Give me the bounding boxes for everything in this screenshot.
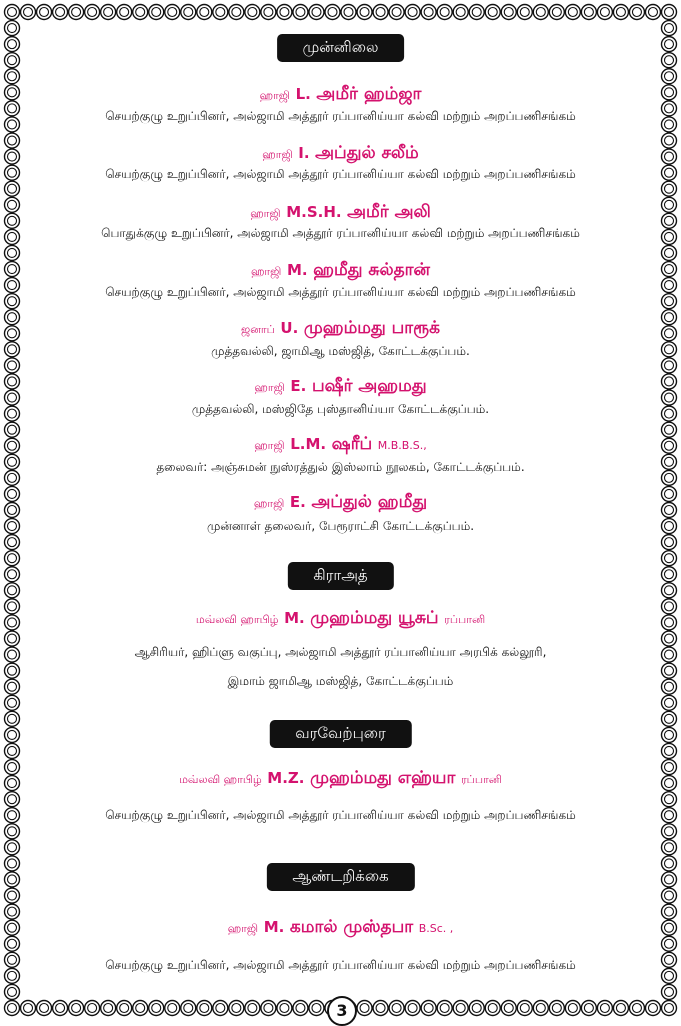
border-ring bbox=[662, 840, 677, 855]
border-ring bbox=[5, 824, 20, 839]
border-ring bbox=[662, 294, 677, 309]
program-content bbox=[34, 0, 647, 1024]
border-ring bbox=[5, 888, 20, 903]
border-ring bbox=[662, 1001, 677, 1016]
border-ring bbox=[5, 486, 20, 501]
border-ring bbox=[5, 21, 20, 36]
title-suffix: ரப்பானி bbox=[444, 613, 486, 626]
border-ring bbox=[5, 936, 20, 951]
border-ring bbox=[662, 358, 677, 373]
initials: L.M. bbox=[290, 435, 327, 453]
border-ring bbox=[662, 454, 677, 469]
qualification-suffix: M.B.B.S., bbox=[377, 439, 427, 452]
border-ring bbox=[662, 968, 677, 983]
border-ring bbox=[5, 69, 20, 84]
border-ring bbox=[662, 535, 677, 550]
border-ring bbox=[662, 278, 677, 293]
border-ring bbox=[5, 165, 20, 180]
border-ring bbox=[662, 149, 677, 164]
honorific: ஜனாப் bbox=[241, 323, 275, 336]
initials: M. bbox=[263, 918, 285, 936]
border-ring bbox=[662, 679, 677, 694]
border-ring bbox=[5, 968, 20, 983]
border-ring bbox=[662, 920, 677, 935]
border-ring bbox=[662, 824, 677, 839]
section-header-kiraath: கிராஅத் bbox=[287, 562, 393, 590]
border-ring bbox=[662, 551, 677, 566]
name-text: முஹம்மது எஹ்யா bbox=[310, 768, 456, 788]
initials: U. bbox=[280, 319, 299, 337]
border-ring bbox=[662, 743, 677, 758]
person-name bbox=[34, 202, 647, 224]
border-ring bbox=[662, 422, 677, 437]
person-description: பொதுக்குழு உறுப்பினர், அல்ஜாமி அத்தூர் ரப்பானிய்யா கல்வி மற்றும் அறப்பணிசங்கம் bbox=[101, 226, 580, 240]
border-ring bbox=[662, 262, 677, 277]
section-header-munnilai: முன்னிலை bbox=[277, 34, 405, 62]
title-suffix: ரப்பானி bbox=[460, 773, 502, 786]
border-ring bbox=[662, 984, 677, 999]
border-ring bbox=[662, 776, 677, 791]
person-description: செயற்குழு உறுப்பினர், அல்ஜாமி அத்தூர் ரப்பானிய்யா கல்வி மற்றும் அறப்பணிசங்கம் bbox=[105, 285, 576, 299]
border-ring bbox=[5, 422, 20, 437]
border-ring bbox=[662, 695, 677, 710]
honorific: ஹாஜி bbox=[250, 207, 281, 220]
name-text: முஹம்மது பாரூக் bbox=[303, 318, 440, 338]
person-description: செயற்குழு உறுப்பினர், அல்ஜாமி அத்தூர் ரப்பானிய்யா கல்வி மற்றும் அறப்பணிசங்கம் bbox=[105, 109, 576, 123]
border-ring bbox=[5, 470, 20, 485]
border-ring bbox=[5, 647, 20, 662]
name-text: அப்துல் ஹமீது bbox=[311, 492, 428, 512]
border-ring bbox=[5, 53, 20, 68]
border-ring bbox=[5, 567, 20, 582]
border-ring bbox=[662, 856, 677, 871]
border-ring bbox=[662, 647, 677, 662]
initials: I. bbox=[298, 144, 310, 162]
border-ring bbox=[662, 599, 677, 614]
border-ring bbox=[662, 69, 677, 84]
border-ring bbox=[662, 5, 677, 20]
page-number: 3 bbox=[327, 996, 357, 1026]
name-text: அப்துல் சலீம் bbox=[315, 143, 419, 163]
border-ring bbox=[662, 711, 677, 726]
name-text: பஷீர் அஹமது bbox=[311, 376, 427, 396]
border-ring bbox=[5, 856, 20, 871]
border-ring bbox=[662, 760, 677, 775]
border-ring bbox=[5, 374, 20, 389]
person-description: செயற்குழு உறுப்பினர், அல்ஜாமி அத்தூர் ரப்பானிய்யா கல்வி மற்றும் அறப்பணிசங்கம் bbox=[105, 958, 576, 972]
border-ring bbox=[662, 470, 677, 485]
honorific: ஹாஜி bbox=[254, 381, 285, 394]
border-ring bbox=[5, 342, 20, 357]
border-ring bbox=[662, 85, 677, 100]
initials: M. bbox=[284, 609, 305, 627]
border-ring bbox=[5, 840, 20, 855]
person-description: ஆசிரியர், ஹிப்ளு வகுப்பு, அல்ஜாமி அத்தூர் ரப்பானிய்யா அரபிக் கல்லூரி, bbox=[134, 645, 547, 659]
border-ring bbox=[5, 117, 20, 132]
border-ring bbox=[5, 920, 20, 935]
border-ring bbox=[5, 85, 20, 100]
border-ring bbox=[5, 872, 20, 887]
person-name bbox=[34, 434, 647, 456]
border-ring bbox=[5, 101, 20, 116]
honorific: ஹாஜி bbox=[227, 922, 259, 935]
border-ring bbox=[5, 615, 20, 630]
border-ring bbox=[5, 727, 20, 742]
honorific: ஹாஜி bbox=[259, 89, 290, 102]
person-name bbox=[34, 318, 647, 340]
border-ring bbox=[662, 952, 677, 967]
border-ring bbox=[662, 486, 677, 501]
border-ring bbox=[662, 503, 677, 518]
border-ring bbox=[662, 342, 677, 357]
name-text: ஷரீப் bbox=[331, 434, 373, 454]
border-ring bbox=[5, 438, 20, 453]
border-ring bbox=[5, 952, 20, 967]
border-ring bbox=[662, 438, 677, 453]
person-description: முத்தவல்லி, ஜாமிஆ மஸ்ஜித், கோட்டக்குப்பம். bbox=[211, 344, 470, 358]
initials: E. bbox=[289, 493, 306, 511]
border-ring bbox=[5, 583, 20, 598]
name-text: கமால் முஸ்தபா bbox=[289, 917, 414, 937]
border-ring bbox=[662, 904, 677, 919]
border-ring bbox=[662, 631, 677, 646]
initials: M.Z. bbox=[267, 769, 305, 787]
border-ring bbox=[5, 984, 20, 999]
honorific: மவ்லவி ஹாபிழ் bbox=[195, 613, 279, 626]
border-ring bbox=[662, 133, 677, 148]
border-ring bbox=[662, 165, 677, 180]
border-ring bbox=[5, 792, 20, 807]
border-ring bbox=[5, 197, 20, 212]
border-ring bbox=[662, 406, 677, 421]
border-ring bbox=[5, 406, 20, 421]
border-ring bbox=[662, 888, 677, 903]
border-ring bbox=[5, 663, 20, 678]
person-name bbox=[34, 492, 647, 514]
border-ring bbox=[5, 278, 20, 293]
border-ring bbox=[5, 551, 20, 566]
honorific: ஹாஜி bbox=[254, 439, 285, 452]
border-ring bbox=[5, 760, 20, 775]
initials: M.S.H. bbox=[286, 203, 342, 221]
person-description: செயற்குழு உறுப்பினர், அல்ஜாமி அத்தூர் ரப்பானிய்யா கல்வி மற்றும் அறப்பணிசங்கம் bbox=[105, 167, 576, 181]
honorific: மவ்லவி ஹாபிழ் bbox=[179, 773, 262, 786]
honorific: ஹாஜி bbox=[253, 497, 285, 510]
border-ring bbox=[5, 808, 20, 823]
border-ring bbox=[5, 229, 20, 244]
border-ring bbox=[645, 5, 660, 20]
border-ring bbox=[5, 904, 20, 919]
person-description: தலைவர்: அஞ்சுமன் நுஸ்ரத்துல் இஸ்லாம் நூலகம், கோட்டக்குப்பம். bbox=[156, 460, 525, 474]
honorific: ஹாஜி bbox=[250, 265, 282, 278]
border-ring bbox=[5, 743, 20, 758]
border-ring bbox=[662, 37, 677, 52]
border-ring bbox=[5, 294, 20, 309]
section-header-varaverpurai: வரவேற்புரை bbox=[269, 720, 411, 748]
border-ring bbox=[662, 792, 677, 807]
border-ring bbox=[5, 519, 20, 534]
person-description: செயற்குழு உறுப்பினர், அல்ஜாமி அத்தூர் ரப்பானிய்யா கல்வி மற்றும் அறப்பணிசங்கம் bbox=[105, 808, 576, 822]
border-ring bbox=[662, 872, 677, 887]
border-ring bbox=[5, 776, 20, 791]
border-ring bbox=[662, 326, 677, 341]
name-text: முஹம்மது யூசுப் bbox=[310, 608, 439, 628]
border-ring bbox=[662, 181, 677, 196]
border-ring bbox=[5, 535, 20, 550]
border-ring bbox=[662, 21, 677, 36]
border-ring bbox=[5, 213, 20, 228]
border-ring bbox=[5, 310, 20, 325]
border-ring bbox=[5, 503, 20, 518]
border-ring bbox=[5, 262, 20, 277]
border-ring bbox=[5, 133, 20, 148]
border-ring bbox=[5, 454, 20, 469]
border-ring bbox=[5, 358, 20, 373]
border-ring bbox=[662, 390, 677, 405]
initials: M. bbox=[286, 261, 308, 279]
person-name bbox=[34, 608, 647, 630]
border-ring bbox=[662, 245, 677, 260]
border-ring bbox=[5, 149, 20, 164]
border-ring bbox=[662, 213, 677, 228]
person-name bbox=[34, 768, 647, 790]
name-text: அமீர் அலி bbox=[347, 202, 431, 222]
person-name bbox=[34, 917, 647, 939]
border-ring bbox=[5, 599, 20, 614]
border-ring bbox=[662, 583, 677, 598]
person-description: முத்தவல்லி, மஸ்ஜிதே புஸ்தானிய்யா கோட்டக்குப்பம். bbox=[191, 402, 490, 416]
qualification-suffix: B.Sc. , bbox=[418, 922, 454, 935]
border-ring bbox=[662, 808, 677, 823]
name-text: ஹமீது சுல்தான் bbox=[313, 260, 431, 280]
border-ring bbox=[645, 1001, 660, 1016]
person-name bbox=[34, 84, 647, 106]
border-ring bbox=[662, 229, 677, 244]
border-ring bbox=[662, 519, 677, 534]
border-ring bbox=[662, 567, 677, 582]
border-ring bbox=[5, 5, 20, 20]
initials: E. bbox=[290, 377, 307, 395]
border-ring bbox=[5, 245, 20, 260]
border-ring bbox=[662, 615, 677, 630]
border-ring bbox=[662, 727, 677, 742]
border-ring bbox=[662, 936, 677, 951]
border-ring bbox=[662, 117, 677, 132]
border-ring bbox=[662, 663, 677, 678]
border-ring bbox=[5, 37, 20, 52]
border-ring bbox=[5, 181, 20, 196]
border-ring bbox=[662, 197, 677, 212]
person-name bbox=[34, 376, 647, 398]
border-ring bbox=[662, 310, 677, 325]
section-header-aandarikkai: ஆண்டறிக்கை bbox=[266, 863, 414, 891]
border-ring bbox=[5, 390, 20, 405]
border-ring bbox=[662, 53, 677, 68]
border-ring bbox=[662, 101, 677, 116]
border-ring bbox=[5, 711, 20, 726]
person-name bbox=[34, 143, 647, 165]
border-ring bbox=[5, 631, 20, 646]
border-ring bbox=[5, 326, 20, 341]
person-name bbox=[34, 260, 647, 282]
person-description: இமாம் ஜாமிஆ மஸ்ஜித், கோட்டக்குப்பம் bbox=[227, 674, 454, 688]
border-ring bbox=[5, 695, 20, 710]
border-ring bbox=[5, 679, 20, 694]
border-ring bbox=[662, 374, 677, 389]
person-description: முன்னாள் தலைவர், பேரூராட்சி கோட்டக்குப்பம். bbox=[206, 519, 475, 533]
honorific: ஹாஜி bbox=[262, 148, 293, 161]
border-ring bbox=[5, 1001, 20, 1016]
initials: L. bbox=[295, 85, 311, 103]
name-text: அமீர் ஹம்ஜா bbox=[316, 84, 422, 104]
